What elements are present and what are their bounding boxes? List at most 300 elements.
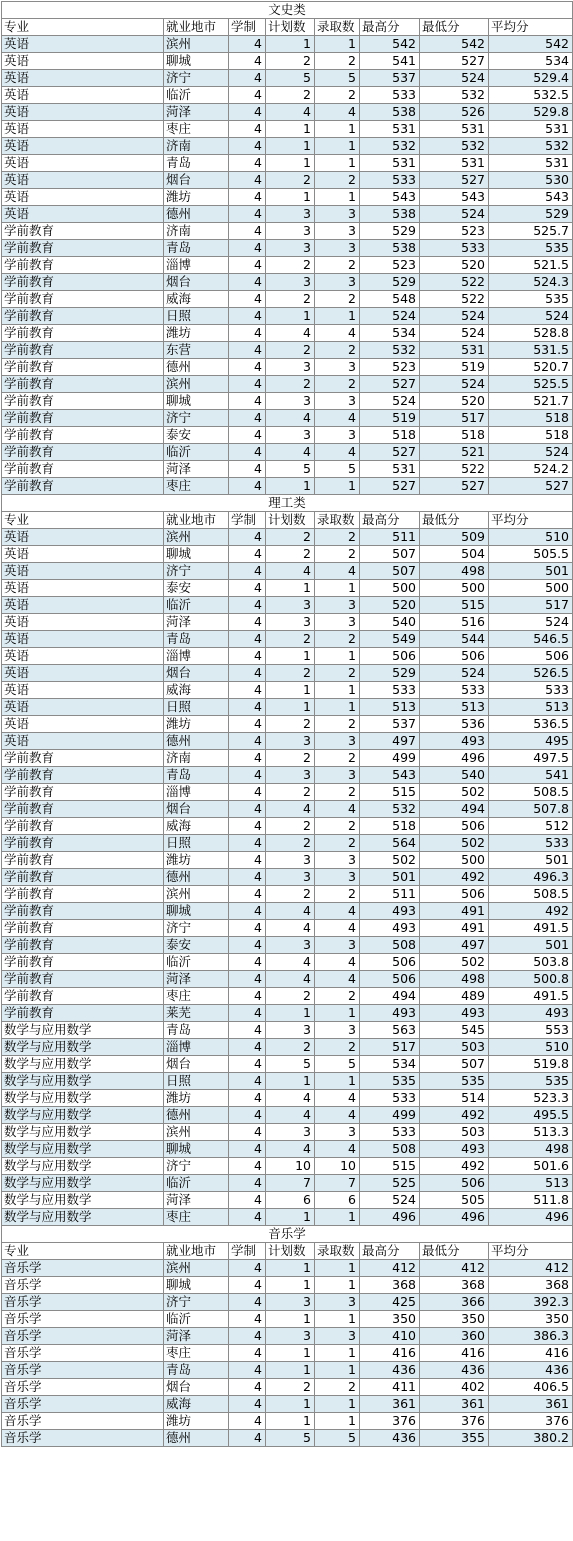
cell-avg-score: 524.3 [489, 274, 573, 291]
cell-duration: 4 [229, 461, 266, 478]
cell-city: 德州 [164, 1430, 229, 1447]
cell-max-score: 506 [360, 954, 420, 971]
cell-avg-score: 412 [489, 1260, 573, 1277]
cell-max-score: 524 [360, 308, 420, 325]
cell-max-score: 523 [360, 359, 420, 376]
cell-min-score: 542 [420, 36, 489, 53]
cell-admitted: 1 [315, 478, 360, 495]
cell-min-score: 368 [420, 1277, 489, 1294]
cell-duration: 4 [229, 631, 266, 648]
cell-min-score: 491 [420, 920, 489, 937]
table-row [2, 87, 573, 104]
cell-max-score: 513 [360, 699, 420, 716]
cell-max-score: 515 [360, 1158, 420, 1175]
cell-duration: 4 [229, 138, 266, 155]
cell-major: 音乐学 [2, 1362, 164, 1379]
cell-plan: 3 [266, 1124, 315, 1141]
cell-major: 英语 [2, 53, 164, 70]
cell-avg-score: 510 [489, 1039, 573, 1056]
cell-city: 临沂 [164, 1311, 229, 1328]
cell-min-score: 355 [420, 1430, 489, 1447]
cell-max-score: 563 [360, 1022, 420, 1039]
cell-duration: 4 [229, 750, 266, 767]
cell-avg-score: 493 [489, 1005, 573, 1022]
cell-min-score: 518 [420, 427, 489, 444]
cell-duration: 4 [229, 308, 266, 325]
cell-plan: 1 [266, 1277, 315, 1294]
table-row [2, 733, 573, 750]
section-title: 文史类 [2, 2, 573, 19]
cell-major: 英语 [2, 563, 164, 580]
cell-max-score: 538 [360, 240, 420, 257]
cell-duration: 4 [229, 1175, 266, 1192]
cell-max-score: 368 [360, 1277, 420, 1294]
table-row [2, 716, 573, 733]
table-row [2, 189, 573, 206]
header-row [2, 1243, 573, 1260]
cell-admitted: 1 [315, 580, 360, 597]
cell-city: 聊城 [164, 1277, 229, 1294]
cell-max-score: 543 [360, 767, 420, 784]
cell-max-score: 410 [360, 1328, 420, 1345]
cell-avg-score: 500.8 [489, 971, 573, 988]
table-row [2, 784, 573, 801]
cell-duration: 4 [229, 903, 266, 920]
cell-duration: 4 [229, 988, 266, 1005]
cell-max-score: 515 [360, 784, 420, 801]
cell-min-score: 514 [420, 1090, 489, 1107]
cell-city: 菏泽 [164, 461, 229, 478]
cell-city: 济宁 [164, 410, 229, 427]
cell-max-score: 501 [360, 869, 420, 886]
cell-admitted: 2 [315, 750, 360, 767]
cell-city: 烟台 [164, 801, 229, 818]
cell-avg-score: 501 [489, 937, 573, 954]
cell-admitted: 10 [315, 1158, 360, 1175]
cell-major: 学前教育 [2, 784, 164, 801]
cell-city: 淄博 [164, 257, 229, 274]
cell-max-score: 499 [360, 750, 420, 767]
cell-city: 临沂 [164, 597, 229, 614]
cell-max-score: 537 [360, 716, 420, 733]
cell-min-score: 489 [420, 988, 489, 1005]
cell-max-score: 411 [360, 1379, 420, 1396]
cell-admitted: 1 [315, 1413, 360, 1430]
cell-city: 威海 [164, 682, 229, 699]
cell-major: 数学与应用数学 [2, 1141, 164, 1158]
cell-duration: 4 [229, 1345, 266, 1362]
cell-major: 音乐学 [2, 1311, 164, 1328]
cell-avg-score: 543 [489, 189, 573, 206]
cell-admitted: 1 [315, 155, 360, 172]
header-row [2, 512, 573, 529]
table-row [2, 1260, 573, 1277]
table-row [2, 563, 573, 580]
cell-major: 学前教育 [2, 903, 164, 920]
cell-major: 数学与应用数学 [2, 1073, 164, 1090]
cell-avg-score: 521.5 [489, 257, 573, 274]
cell-city: 聊城 [164, 546, 229, 563]
cell-major: 学前教育 [2, 444, 164, 461]
cell-major: 英语 [2, 665, 164, 682]
cell-major: 学前教育 [2, 920, 164, 937]
cell-duration: 4 [229, 1379, 266, 1396]
cell-major: 学前教育 [2, 240, 164, 257]
table-row [2, 1175, 573, 1192]
cell-plan: 4 [266, 903, 315, 920]
cell-max-score: 532 [360, 138, 420, 155]
cell-max-score: 518 [360, 427, 420, 444]
cell-city: 日照 [164, 308, 229, 325]
table-row [2, 1362, 573, 1379]
cell-admitted: 1 [315, 699, 360, 716]
cell-min-score: 500 [420, 852, 489, 869]
cell-min-score: 504 [420, 546, 489, 563]
table-row [2, 954, 573, 971]
cell-min-score: 506 [420, 818, 489, 835]
cell-city: 滨州 [164, 1260, 229, 1277]
table-row [2, 1056, 573, 1073]
column-header-min-score: 最低分 [420, 1243, 489, 1260]
cell-major: 英语 [2, 580, 164, 597]
cell-major: 音乐学 [2, 1396, 164, 1413]
table-row [2, 971, 573, 988]
cell-city: 淄博 [164, 784, 229, 801]
cell-avg-score: 513 [489, 699, 573, 716]
cell-min-score: 416 [420, 1345, 489, 1362]
cell-admitted: 2 [315, 1039, 360, 1056]
cell-major: 英语 [2, 87, 164, 104]
cell-min-score: 515 [420, 597, 489, 614]
cell-avg-score: 524 [489, 614, 573, 631]
cell-duration: 4 [229, 1056, 266, 1073]
cell-min-score: 543 [420, 189, 489, 206]
cell-admitted: 3 [315, 597, 360, 614]
cell-avg-score: 525.7 [489, 223, 573, 240]
table-row [2, 325, 573, 342]
cell-plan: 5 [266, 1056, 315, 1073]
cell-max-score: 540 [360, 614, 420, 631]
cell-city: 济南 [164, 138, 229, 155]
cell-min-score: 519 [420, 359, 489, 376]
cell-max-score: 502 [360, 852, 420, 869]
cell-min-score: 527 [420, 172, 489, 189]
cell-major: 学前教育 [2, 750, 164, 767]
cell-plan: 2 [266, 546, 315, 563]
cell-avg-score: 536.5 [489, 716, 573, 733]
cell-min-score: 535 [420, 1073, 489, 1090]
cell-major: 英语 [2, 597, 164, 614]
cell-plan: 1 [266, 580, 315, 597]
cell-plan: 3 [266, 274, 315, 291]
cell-duration: 4 [229, 529, 266, 546]
cell-admitted: 1 [315, 1260, 360, 1277]
cell-duration: 4 [229, 954, 266, 971]
cell-duration: 4 [229, 36, 266, 53]
cell-min-score: 520 [420, 257, 489, 274]
cell-duration: 4 [229, 1362, 266, 1379]
cell-city: 聊城 [164, 903, 229, 920]
cell-min-score: 527 [420, 478, 489, 495]
table-row [2, 1090, 573, 1107]
cell-max-score: 534 [360, 1056, 420, 1073]
cell-min-score: 532 [420, 138, 489, 155]
table-row [2, 1107, 573, 1124]
cell-city: 潍坊 [164, 852, 229, 869]
cell-avg-score: 386.3 [489, 1328, 573, 1345]
cell-major: 学前教育 [2, 376, 164, 393]
cell-major: 学前教育 [2, 257, 164, 274]
cell-duration: 4 [229, 359, 266, 376]
cell-major: 英语 [2, 155, 164, 172]
cell-major: 学前教育 [2, 410, 164, 427]
cell-city: 威海 [164, 818, 229, 835]
cell-plan: 2 [266, 716, 315, 733]
table-row [2, 1311, 573, 1328]
cell-major: 音乐学 [2, 1379, 164, 1396]
table-row [2, 750, 573, 767]
cell-city: 枣庄 [164, 1345, 229, 1362]
cell-city: 东营 [164, 342, 229, 359]
cell-duration: 4 [229, 1328, 266, 1345]
cell-major: 英语 [2, 716, 164, 733]
cell-plan: 2 [266, 529, 315, 546]
cell-duration: 4 [229, 444, 266, 461]
cell-avg-score: 541 [489, 767, 573, 784]
cell-min-score: 517 [420, 410, 489, 427]
cell-plan: 2 [266, 886, 315, 903]
cell-admitted: 4 [315, 903, 360, 920]
cell-max-score: 517 [360, 1039, 420, 1056]
cell-major: 英语 [2, 206, 164, 223]
cell-city: 淄博 [164, 1039, 229, 1056]
cell-max-score: 548 [360, 291, 420, 308]
cell-min-score: 523 [420, 223, 489, 240]
cell-avg-score: 350 [489, 1311, 573, 1328]
cell-plan: 3 [266, 393, 315, 410]
cell-city: 烟台 [164, 172, 229, 189]
cell-city: 青岛 [164, 1022, 229, 1039]
cell-avg-score: 531.5 [489, 342, 573, 359]
cell-avg-score: 533 [489, 835, 573, 852]
cell-major: 英语 [2, 682, 164, 699]
cell-max-score: 497 [360, 733, 420, 750]
cell-avg-score: 491.5 [489, 920, 573, 937]
cell-avg-score: 501 [489, 852, 573, 869]
cell-duration: 4 [229, 1277, 266, 1294]
cell-min-score: 516 [420, 614, 489, 631]
cell-avg-score: 501.6 [489, 1158, 573, 1175]
cell-city: 潍坊 [164, 1090, 229, 1107]
cell-plan: 2 [266, 172, 315, 189]
cell-city: 青岛 [164, 767, 229, 784]
cell-admitted: 1 [315, 308, 360, 325]
table-row [2, 937, 573, 954]
cell-plan: 10 [266, 1158, 315, 1175]
cell-duration: 4 [229, 869, 266, 886]
cell-max-score: 361 [360, 1396, 420, 1413]
cell-duration: 4 [229, 1209, 266, 1226]
cell-city: 济宁 [164, 70, 229, 87]
cell-avg-score: 526.5 [489, 665, 573, 682]
cell-max-score: 527 [360, 478, 420, 495]
cell-plan: 1 [266, 121, 315, 138]
cell-min-score: 524 [420, 206, 489, 223]
cell-max-score: 425 [360, 1294, 420, 1311]
table-row [2, 597, 573, 614]
cell-major: 数学与应用数学 [2, 1175, 164, 1192]
table-row [2, 427, 573, 444]
cell-max-score: 525 [360, 1175, 420, 1192]
cell-duration: 4 [229, 971, 266, 988]
cell-duration: 4 [229, 342, 266, 359]
cell-duration: 4 [229, 682, 266, 699]
column-header-duration: 学制 [229, 1243, 266, 1260]
cell-avg-score: 553 [489, 1022, 573, 1039]
cell-min-score: 521 [420, 444, 489, 461]
cell-plan: 2 [266, 784, 315, 801]
table-row [2, 410, 573, 427]
cell-city: 济宁 [164, 1158, 229, 1175]
cell-min-score: 502 [420, 954, 489, 971]
cell-plan: 7 [266, 1175, 315, 1192]
table-row [2, 1039, 573, 1056]
cell-duration: 4 [229, 427, 266, 444]
cell-min-score: 522 [420, 291, 489, 308]
cell-avg-score: 529.4 [489, 70, 573, 87]
cell-city: 临沂 [164, 1175, 229, 1192]
column-header-plan: 计划数 [266, 1243, 315, 1260]
cell-duration: 4 [229, 1005, 266, 1022]
cell-admitted: 3 [315, 767, 360, 784]
cell-major: 学前教育 [2, 767, 164, 784]
cell-max-score: 416 [360, 1345, 420, 1362]
cell-admitted: 2 [315, 342, 360, 359]
cell-major: 英语 [2, 121, 164, 138]
cell-plan: 2 [266, 291, 315, 308]
cell-plan: 1 [266, 1073, 315, 1090]
table-row [2, 903, 573, 920]
cell-min-score: 509 [420, 529, 489, 546]
cell-city: 德州 [164, 733, 229, 750]
table-row [2, 529, 573, 546]
column-header-max-score: 最高分 [360, 19, 420, 36]
cell-plan: 2 [266, 257, 315, 274]
cell-min-score: 507 [420, 1056, 489, 1073]
cell-admitted: 3 [315, 427, 360, 444]
cell-admitted: 2 [315, 716, 360, 733]
cell-max-score: 533 [360, 172, 420, 189]
cell-city: 青岛 [164, 240, 229, 257]
cell-max-score: 534 [360, 325, 420, 342]
cell-duration: 4 [229, 852, 266, 869]
cell-avg-score: 527 [489, 478, 573, 495]
cell-major: 学前教育 [2, 988, 164, 1005]
cell-duration: 4 [229, 920, 266, 937]
cell-plan: 1 [266, 1345, 315, 1362]
cell-major: 学前教育 [2, 1005, 164, 1022]
cell-plan: 4 [266, 563, 315, 580]
cell-avg-score: 503.8 [489, 954, 573, 971]
cell-admitted: 4 [315, 971, 360, 988]
cell-avg-score: 534 [489, 53, 573, 70]
cell-admitted: 1 [315, 648, 360, 665]
cell-min-score: 436 [420, 1362, 489, 1379]
column-header-plan: 计划数 [266, 19, 315, 36]
cell-duration: 4 [229, 291, 266, 308]
cell-avg-score: 524 [489, 308, 573, 325]
column-header-admitted: 录取数 [315, 1243, 360, 1260]
cell-duration: 4 [229, 223, 266, 240]
cell-major: 音乐学 [2, 1260, 164, 1277]
cell-min-score: 532 [420, 87, 489, 104]
cell-major: 数学与应用数学 [2, 1158, 164, 1175]
table-row [2, 1379, 573, 1396]
cell-admitted: 4 [315, 104, 360, 121]
cell-admitted: 2 [315, 53, 360, 70]
cell-avg-score: 392.3 [489, 1294, 573, 1311]
cell-plan: 1 [266, 1362, 315, 1379]
cell-min-score: 520 [420, 393, 489, 410]
cell-major: 数学与应用数学 [2, 1022, 164, 1039]
column-header-avg-score: 平均分 [489, 19, 573, 36]
cell-duration: 4 [229, 274, 266, 291]
cell-avg-score: 406.5 [489, 1379, 573, 1396]
table-row [2, 835, 573, 852]
column-header-admitted: 录取数 [315, 512, 360, 529]
cell-major: 学前教育 [2, 427, 164, 444]
cell-plan: 3 [266, 359, 315, 376]
column-header-duration: 学制 [229, 512, 266, 529]
cell-max-score: 523 [360, 257, 420, 274]
cell-avg-score: 498 [489, 1141, 573, 1158]
cell-city: 泰安 [164, 580, 229, 597]
cell-city: 菏泽 [164, 104, 229, 121]
cell-max-score: 493 [360, 1005, 420, 1022]
cell-major: 英语 [2, 529, 164, 546]
cell-max-score: 533 [360, 682, 420, 699]
cell-city: 临沂 [164, 87, 229, 104]
table-row [2, 631, 573, 648]
cell-admitted: 1 [315, 1362, 360, 1379]
cell-admitted: 7 [315, 1175, 360, 1192]
cell-major: 音乐学 [2, 1328, 164, 1345]
cell-duration: 4 [229, 1039, 266, 1056]
cell-admitted: 3 [315, 614, 360, 631]
cell-admitted: 2 [315, 835, 360, 852]
cell-min-score: 498 [420, 971, 489, 988]
cell-major: 数学与应用数学 [2, 1192, 164, 1209]
cell-admitted: 5 [315, 461, 360, 478]
cell-avg-score: 519.8 [489, 1056, 573, 1073]
cell-admitted: 5 [315, 1056, 360, 1073]
table-row [2, 274, 573, 291]
table-row [2, 767, 573, 784]
cell-max-score: 533 [360, 1124, 420, 1141]
cell-avg-score: 416 [489, 1345, 573, 1362]
cell-avg-score: 501 [489, 563, 573, 580]
table-row [2, 886, 573, 903]
table-row [2, 699, 573, 716]
cell-major: 学前教育 [2, 359, 164, 376]
table-row [2, 444, 573, 461]
cell-plan: 1 [266, 682, 315, 699]
cell-duration: 4 [229, 767, 266, 784]
cell-duration: 4 [229, 580, 266, 597]
cell-admitted: 2 [315, 87, 360, 104]
cell-max-score: 532 [360, 801, 420, 818]
cell-admitted: 3 [315, 1294, 360, 1311]
